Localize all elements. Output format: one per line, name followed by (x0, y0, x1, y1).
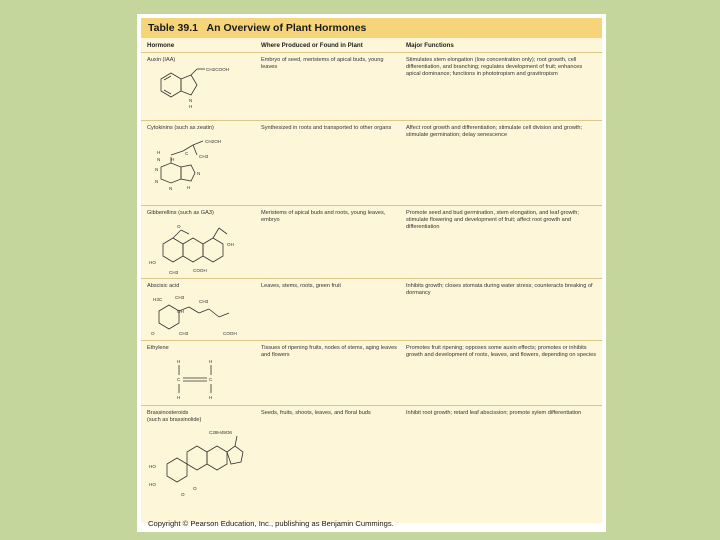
table-number: Table 39.1 (148, 22, 198, 34)
header-hormone: Hormone (147, 42, 175, 49)
abscisic-acid-structure-diagram (147, 291, 247, 339)
structure-label: CH3 (199, 154, 209, 159)
structure-label: H (209, 359, 213, 364)
major-functions-text: Inhibits growth; closes stomata during water stress; counteracts breaking of dormancy (406, 283, 593, 297)
structure-label: C (185, 151, 189, 156)
hormone-name: Ethylene (147, 345, 169, 351)
structure-label: H3C (153, 297, 163, 302)
table-row-cytokinins (141, 121, 602, 206)
where-produced-text: Embryo of seed, meristems of apical buds, young leaves (261, 57, 384, 71)
where-produced-text: Seeds, fruits, shoots, leaves, and floral buds (261, 410, 371, 416)
structure-label: O (193, 486, 197, 491)
hormone-name: Cytokinins (such as zeatin) (147, 125, 214, 131)
table-title: An Overview of Plant Hormones (206, 22, 367, 34)
table-row-brassinosteroids (141, 406, 602, 506)
ethylene-structure-diagram (147, 353, 247, 403)
table-title-bar (141, 18, 602, 38)
structure-label: O (151, 331, 155, 336)
structure-label: HO (149, 482, 156, 487)
where-produced-text: Synthesized in roots and transported to other organs (261, 125, 392, 131)
table-row-auxin (141, 53, 602, 121)
zeatin-structure-diagram (147, 133, 247, 201)
header-major-functions: Major Functions (406, 42, 454, 49)
auxin-structure-diagram (147, 65, 247, 117)
structure-label: N (157, 157, 161, 162)
structure-label: N (155, 179, 159, 184)
structure-label: OH (227, 242, 234, 247)
structure-label: O (177, 224, 181, 229)
structure-label: H (189, 104, 193, 109)
structure-label: H (187, 185, 191, 190)
table-row-abscisic-acid (141, 279, 602, 341)
structure-label: OH (177, 309, 184, 314)
major-functions-text: Promotes fruit ripening; opposes some auxin effects; promotes or inhibits growth and development of roots, leaves, and flowers, depending on species (406, 345, 596, 359)
hormone-name: Abscisic acid (147, 283, 180, 289)
where-produced-text: Meristems of apical buds and roots, young leaves, embryo (261, 210, 386, 224)
major-functions-text: Inhibit root growth; retard leaf abscission; promote xylem differentiation (406, 410, 582, 416)
structure-label: HO (149, 260, 156, 265)
structure-label: H (171, 157, 175, 162)
structure-label: CH2OH (205, 139, 222, 144)
table-row-gibberellins (141, 206, 602, 279)
major-functions-text: Affect root growth and differentiation; stimulate cell division and growth; stimulate germination; delay senescence (406, 125, 583, 139)
where-produced-text: Tissues of ripening fruits, nodes of stems, aging leaves and flowers (261, 345, 397, 359)
major-functions-text: Stimulates stem elongation (low concentration only); root growth, cell differentiation, and branching; regulates development of fruit; enhances apical dominance; functions in phototropism and gravitropism (406, 57, 583, 78)
structure-label: H (177, 359, 181, 364)
structure-label: CH3 (199, 299, 209, 304)
copyright-notice: Copyright © Pearson Education, Inc., publishing as Benjamin Cummings. (148, 519, 394, 528)
hormone-table (141, 18, 602, 528)
slide (137, 14, 606, 532)
structure-label: N (169, 186, 173, 191)
hormone-subname: (such as brassinolide) (147, 417, 202, 424)
structure-label: N (197, 171, 201, 176)
table-header-row (141, 38, 602, 53)
structure-label: CH3 (179, 331, 189, 336)
hormone-name: Gibberellins (such as GA3) (147, 210, 214, 216)
structure-label: CH3 (169, 270, 179, 275)
structure-label: O (181, 492, 185, 497)
structure-label: C28H49O6 (209, 430, 232, 435)
hormone-cell (147, 410, 251, 424)
structure-label: H (209, 395, 213, 400)
structure-label: HO (149, 464, 156, 469)
structure-label: CH2COOH (206, 67, 229, 72)
structure-label: CH3 (175, 295, 185, 300)
structure-label: C (177, 377, 181, 382)
structure-label: H (177, 395, 181, 400)
hormone-name: Brassinosteroids (147, 410, 189, 416)
structure-label: H (157, 150, 161, 155)
structure-label: C (209, 377, 213, 382)
gibberellin-structure-diagram (147, 218, 257, 276)
hormone-name: Auxin (IAA) (147, 57, 176, 63)
brassinolide-structure-diagram (147, 428, 267, 498)
structure-label: COOH (193, 268, 207, 273)
table-row-ethylene (141, 341, 602, 406)
where-produced-text: Leaves, stems, roots, green fruit (261, 283, 341, 289)
header-where-produced: Where Produced or Found in Plant (261, 42, 363, 49)
structure-label: N (155, 167, 159, 172)
structure-label: COOH (223, 331, 237, 336)
major-functions-text: Promote seed and bud germination, stem elongation, and leaf growth; stimulate flowering and development of fruit; affect root growth and differentiation (406, 210, 579, 231)
structure-label: N (189, 98, 193, 103)
